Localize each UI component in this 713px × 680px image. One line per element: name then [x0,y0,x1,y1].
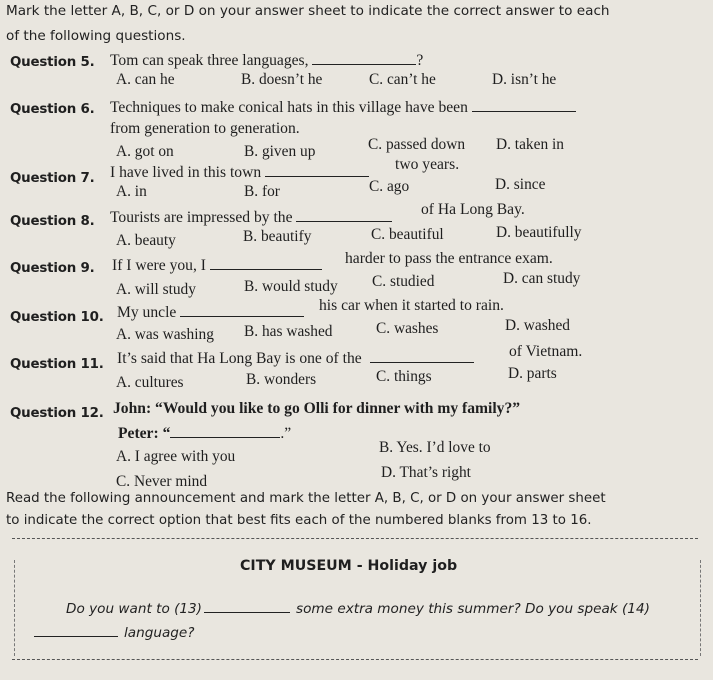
announcement-line-1: Do you want to (13) some extra money this summer? Do you speak (14) [66,598,650,617]
question-9-stem-end: harder to pass the entrance exam. [345,250,553,267]
option-d: D. That’s right [381,464,471,481]
question-6-stem: Techniques to make conical hats in this village have been [110,97,576,117]
instructions-line-2: of the following questions. [6,28,186,44]
option-c: C. beautiful [371,226,444,243]
question-label: Question 8. [10,214,95,229]
option-d: D. parts [508,365,557,382]
option-a: A. cultures [116,374,184,391]
question-label: Question 9. [10,261,95,276]
option-b: B. for [244,183,280,200]
option-c: C. passed down [368,136,466,153]
question-10-stem: My uncle [117,302,304,322]
blank-13 [204,598,290,613]
answer-blank [296,207,392,222]
option-a: A. will study [116,281,196,298]
option-d: D. since [495,176,546,193]
question-label: Question 5. [10,55,95,70]
option-c: C. studied [372,273,435,290]
reading-instructions-line-1: Read the following announcement and mark the letter A, B, C, or D on your answer sheet [6,491,606,506]
option-b: B. beautify [243,228,312,245]
question-8-stem: Tourists are impressed by the [110,207,392,227]
question-11 [10,355,104,373]
option-b: B. given up [244,143,316,160]
option-a: A. beauty [116,232,176,249]
option-c: C. ago [369,178,410,195]
option-a: A. can he [116,71,175,88]
option-a: A. was washing [116,326,214,343]
question-11-stem: It’s said that Ha Long Bay is one of the [117,348,474,368]
question-label: Question 10. [10,310,104,325]
option-b: B. Yes. I’d love to [379,439,491,456]
option-d: D. washed [505,317,570,334]
question-9 [10,259,95,277]
blank-14 [34,622,118,637]
question-9-stem: If I were you, I [112,255,322,275]
question-11-stem-end: of Vietnam. [509,343,583,360]
answer-blank [210,255,322,270]
answer-blank [180,302,304,317]
question-label: Question 12. [10,406,104,421]
option-c: C. can’t he [369,71,436,88]
question-5 [10,53,95,71]
option-a: A. I agree with you [116,448,236,465]
option-a: A. in [116,183,147,200]
option-d: D. isn’t he [492,71,557,88]
question-7 [10,169,95,187]
option-c: C. Never mind [116,473,208,490]
answer-blank [312,50,416,65]
question-8-stem-end: of Ha Long Bay. [421,201,525,218]
question-6-stem-line-2: from generation to generation. [110,120,300,137]
announcement-box-right-edge [694,560,701,656]
question-7-stem-end: two years. [395,156,460,173]
option-a: A. got on [116,143,174,160]
answer-blank [170,423,280,438]
answer-blank [370,348,474,363]
option-b: B. wonders [246,371,317,388]
option-b: B. has washed [244,323,333,340]
answer-blank [265,162,369,177]
question-5-stem: Tom can speak three languages, ? [110,52,424,69]
question-label: Question 6. [10,102,95,117]
question-10-stem-end: his car when it started to rain. [319,297,504,314]
announcement-line-2: language? [34,622,195,641]
option-b: B. would study [244,278,338,295]
option-d: D. can study [503,270,581,287]
option-c: C. things [376,368,432,385]
question-12-peter-line: Peter: “ .” [118,425,292,442]
question-8 [10,212,95,230]
question-6 [10,100,95,118]
question-12-stem: John: “Would you like to go Olli for dinner with my family?” [113,400,521,417]
announcement-title: CITY MUSEUM - Holiday job [240,558,458,574]
option-d: D. beautifully [496,224,582,241]
instructions-line-1: Mark the letter A, B, C, or D on your answer sheet to indicate the correct answer to each [6,3,610,19]
question-label: Question 7. [10,171,95,186]
reading-instructions-line-2: to indicate the correct option that best fits each of the numbered blanks from 13 to 16. [6,513,592,528]
answer-blank [472,97,576,112]
option-d: D. taken in [496,136,564,153]
option-c: C. washes [376,320,439,337]
announcement-box-left-edge [14,560,21,656]
question-10 [10,308,104,326]
question-7-stem: I have lived in this town [110,162,369,182]
option-b: B. doesn’t he [241,71,323,88]
question-label: Question 11. [10,357,104,372]
question-12 [10,404,104,422]
